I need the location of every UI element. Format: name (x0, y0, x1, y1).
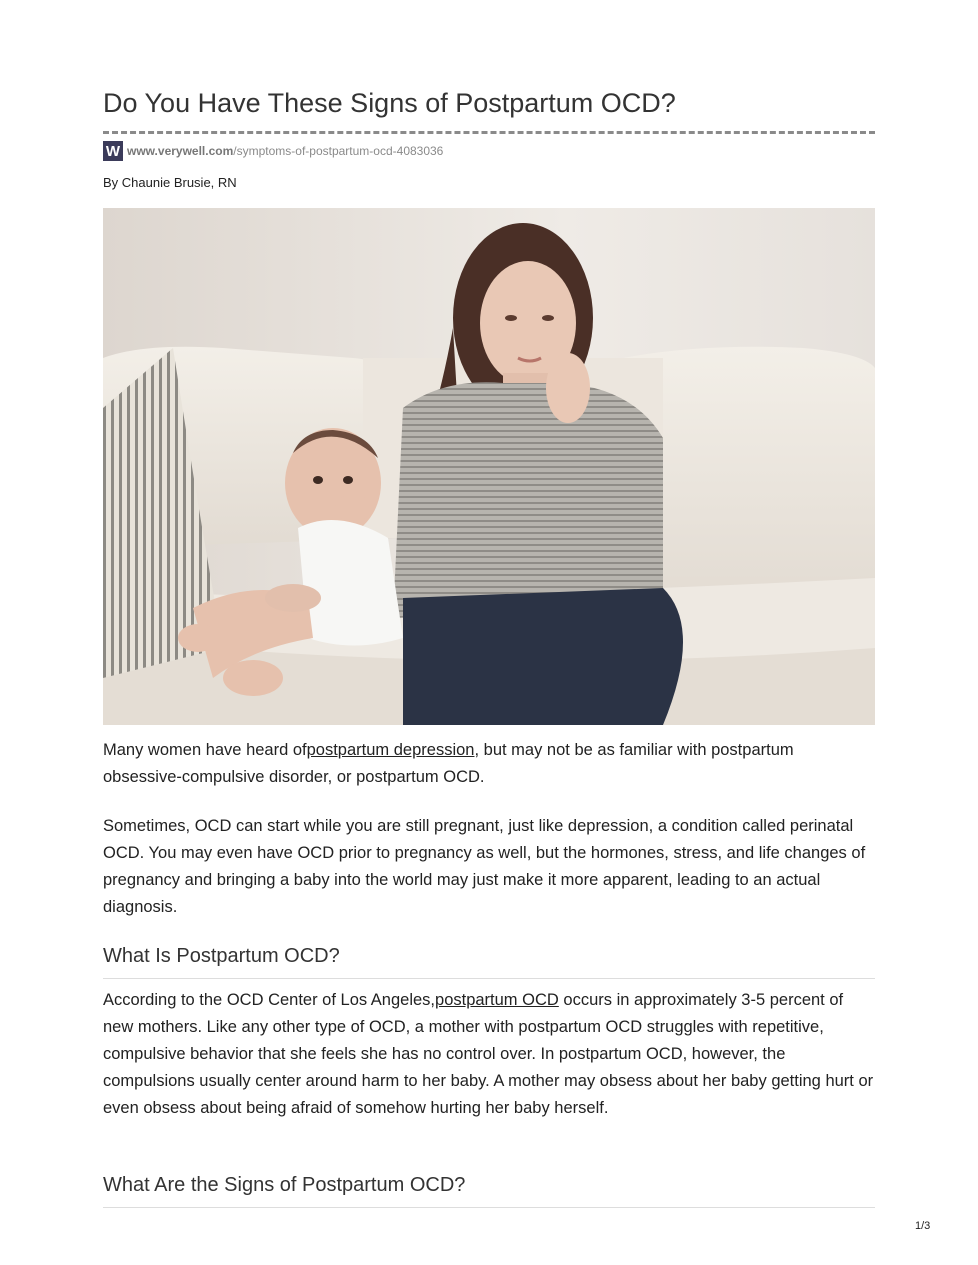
source-url[interactable] (127, 144, 443, 158)
postpartum-ocd-link[interactable]: postpartum OCD (435, 991, 559, 1009)
source-path[interactable]: /symptoms-of-postpartum-ocd-4083036 (233, 144, 444, 158)
paragraph-3 (103, 987, 875, 1122)
section-heading-what-is: What Is Postpartum OCD? (103, 945, 340, 967)
paragraph-1-text-end: , but may not be as familiar with postpartum obsessive-compulsive disorder, or postpartum OCD. (103, 741, 794, 786)
paragraph-1 (103, 737, 875, 791)
section-divider (103, 978, 875, 979)
paragraph-3-text-end: occurs in approximately 3-5 percent of new mothers. Like any other type of OCD, a mother with postpartum OCD struggles with repetitive, compulsive behavior that she feels she has no control over. In postpartum OCD, however, the compulsions usually center around harm to her baby. A mother may obsess about her baby getting hurt or even obsess about being afraid of somehow hurting her baby herself. (103, 991, 874, 1117)
paragraph-1-text-start: Many women have heard of (103, 741, 307, 759)
paragraph-2: Sometimes, OCD can start while you are still pregnant, just like depression, a condition called perinatal OCD. You may even have OCD prior to pregnancy as well, but the hormones, stress, and life changes of pregnancy and bringing a baby into the world may just make it more apparent, leading to an actual diagnosis. (103, 817, 866, 916)
section-divider (103, 1207, 875, 1208)
source-line (103, 141, 443, 161)
page-number: 1/3 (915, 1220, 931, 1232)
verywell-logo-icon: W (103, 141, 123, 161)
hero-image (103, 208, 875, 725)
paragraph-3-text-start: According to the OCD Center of Los Angeles, (103, 991, 436, 1009)
source-domain[interactable]: www.verywell.com (127, 144, 234, 158)
section-heading-signs: What Are the Signs of Postpartum OCD? (103, 1174, 466, 1196)
article-title: Do You Have These Signs of Postpartum OCD? (103, 88, 676, 118)
title-divider (103, 131, 875, 134)
postpartum-depression-link[interactable]: postpartum depression (306, 741, 475, 759)
byline: By Chaunie Brusie, RN (103, 175, 237, 190)
